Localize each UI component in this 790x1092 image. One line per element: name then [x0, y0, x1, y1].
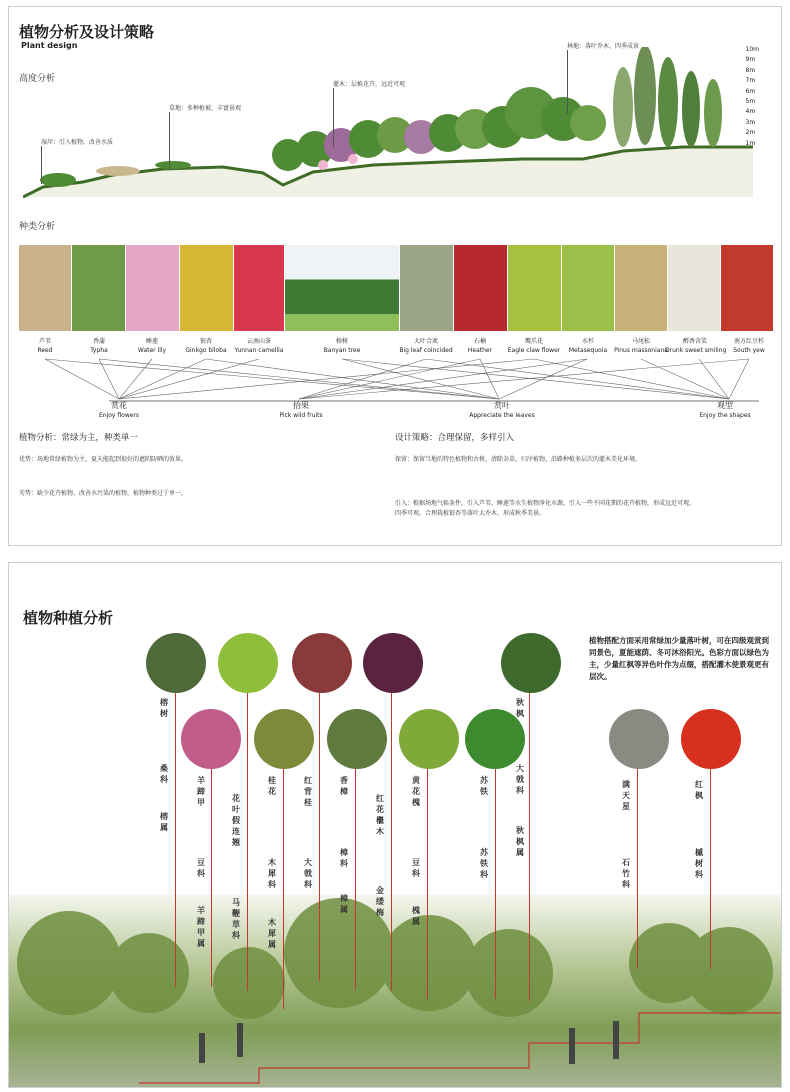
stem-line — [283, 739, 284, 1009]
stem-line — [211, 739, 212, 987]
plant-name: 桂花 — [268, 776, 276, 796]
plant-name: 红背桂 — [304, 776, 312, 807]
species-photo-typha — [72, 245, 125, 331]
keep-text: 保留：保留当地的特色植物和古树，清除杂草，归序植物，沿路种植多层次的灌木美化环境。 — [395, 456, 642, 463]
advantage-text: 优势：场地常绿植物为主，夏天能起到很好的遮阴防晒的效果。 — [19, 456, 188, 463]
plant-photo-bauhinia — [181, 709, 241, 769]
species-photo-south-yew — [721, 245, 773, 331]
scale-tick: 3m — [745, 118, 756, 126]
panel1-subtitle: Plant design — [21, 41, 78, 50]
species-label: 香蒲 Typha — [90, 338, 108, 354]
planting-analysis-panel — [8, 562, 782, 1088]
species-photo-camellia — [234, 245, 284, 331]
category-pick-fruits: 拾果 Pick wild fruits — [279, 401, 323, 419]
species-label: 水杉 Metasequoia — [568, 338, 608, 354]
stem-line — [710, 759, 711, 969]
stem-line — [529, 691, 530, 1001]
species-photo-ginkgo — [180, 245, 233, 331]
height-label-wetland: 湿岸：引入植物，改善水质 — [41, 137, 113, 146]
plant-name: 黄花槐 — [412, 776, 420, 807]
panel1-title: 植物分析及设计策略 — [19, 23, 155, 41]
plant-family: 槭树科 — [695, 848, 703, 879]
planting-note: 植物搭配方面采用常绿加少量落叶树，可在四级观赏到同景色，夏能遮荫、冬可沐浴阳光。色彩方面以绿色为主，少量红枫等异色叶作为点缀，搭配灌木使景观更有层次。 — [589, 636, 769, 681]
plant-family: 豆科 — [412, 858, 420, 878]
species-label: 南方红豆杉 South yew — [733, 338, 765, 354]
plant-name: 苏铁 — [480, 776, 488, 796]
scale-tick: 7m — [745, 77, 756, 85]
stem-line — [247, 691, 248, 991]
species-label: 银杏 Ginkgo biloba — [185, 338, 227, 354]
species-label: 石楠 Heather — [467, 338, 493, 354]
height-label-forest: 林地：落叶乔木，四季成景 — [567, 41, 639, 50]
plant-genus: 槐属 — [412, 906, 420, 926]
height-label-shrub: 灌木：层植花卉，远近可观 — [333, 79, 405, 88]
plant-photo-excoecaria — [292, 633, 352, 693]
analysis-title: 植物分析：常绿为主，种类单一 — [19, 433, 139, 443]
species-label: 榕树 Banyan tree — [323, 338, 361, 354]
plant-photo-osmanthus — [254, 709, 314, 769]
plant-genus: 木犀属 — [268, 918, 276, 949]
scale-tick: 6m — [745, 87, 756, 95]
plant-family: 马鞭草科 — [232, 898, 240, 940]
stem-line — [495, 739, 496, 999]
height-label-grassland: 草地：多种植被，丰富景观 — [169, 103, 241, 112]
plant-family: 大戟科 — [304, 858, 312, 889]
species-photo-banyan — [285, 245, 399, 331]
species-label: 睡莲 Water lily — [137, 338, 167, 354]
species-photo-drunk-sweet — [668, 245, 720, 331]
category-enjoy-flowers: 赏花 Enjoy flowers — [98, 401, 140, 419]
species-photo-big-leaf — [400, 245, 453, 331]
species-photo-reed — [19, 245, 71, 331]
stem-line — [319, 691, 320, 981]
height-scale — [746, 45, 759, 149]
scale-tick: 5m — [745, 98, 756, 106]
plant-genus: 樟属 — [340, 894, 348, 914]
stem-line — [427, 739, 428, 999]
category-connection-lines — [9, 357, 783, 403]
scale-tick: 1m — [745, 139, 756, 147]
plant-name: 红花檵木 — [376, 794, 384, 836]
plant-name: 满天星 — [622, 780, 630, 811]
plant-photo-bischofia — [501, 633, 561, 693]
plant-family: 樟科 — [340, 848, 348, 868]
scale-tick: 10m — [745, 46, 759, 53]
plant-family: 金缕梅 — [376, 886, 384, 917]
species-photo-eagle-claw — [508, 245, 561, 331]
species-label: 大叶合欢 Big leaf coincided — [399, 338, 453, 354]
stem-line — [637, 759, 638, 969]
stem-line — [355, 739, 356, 989]
plant-name: 红枫 — [695, 780, 703, 800]
panel2-title: 植物种植分析 — [23, 609, 114, 627]
strategy-title: 设计策略：合理保留，多样引入 — [395, 433, 515, 443]
plant-photo-gypsophila — [609, 709, 669, 769]
species-photo-pinus — [615, 245, 667, 331]
plant-photo-duranta — [218, 633, 278, 693]
category-appreciate-leaves: 赏叶 Appreciate the leaves — [469, 401, 535, 419]
plant-photo-cassia — [399, 709, 459, 769]
plant-name: 羊蹄甲 — [197, 776, 205, 807]
plant-family: 石竹科 — [622, 858, 630, 889]
plant-genus: 榕属 — [160, 812, 168, 832]
disadvantage-text: 劣势：缺少花卉植物，改善水污染的植物，植物种类过于单一。 — [19, 490, 188, 497]
scale-tick: 2m — [745, 129, 756, 137]
plant-family: 苏铁科 — [480, 848, 488, 879]
species-photo-heather — [454, 245, 507, 331]
species-label: 马尾松 Pinus massoniana — [614, 338, 668, 354]
plant-family: 木犀科 — [268, 858, 276, 889]
plant-name: 花叶假连翘 — [232, 794, 240, 847]
plant-photo-loropetalum — [363, 633, 423, 693]
species-photo-metasequoia — [562, 245, 614, 331]
category-enjoy-shapes: 观型 Enjoy the shapes — [699, 401, 751, 419]
species-label: 云南山茶 Yunnan camellia — [234, 338, 284, 354]
plant-analysis-panel — [8, 6, 782, 546]
species-photo-water-lily — [126, 245, 179, 331]
height-analysis-heading: 高度分析 — [19, 74, 56, 84]
plant-name: 秋枫 — [516, 698, 524, 718]
species-analysis-heading: 种类分析 — [19, 222, 56, 232]
plant-family: 桑科 — [160, 764, 168, 784]
plant-photo-red-maple — [681, 709, 741, 769]
plant-genus: 羊蹄甲属 — [197, 906, 205, 948]
plant-genus: 秋枫属 — [516, 826, 524, 857]
tree-silhouettes — [9, 893, 781, 1087]
plant-family: 豆科 — [197, 858, 205, 878]
scale-tick: 9m — [745, 56, 756, 64]
species-label: 芦苇 Reed — [37, 338, 53, 354]
plant-name: 香樟 — [340, 776, 348, 796]
plant-photo-banyan — [146, 633, 206, 693]
stem-line — [175, 691, 176, 987]
species-label: 醉香含笑 Drunk sweet smiling — [665, 338, 727, 354]
introduce-text: 引入：根据场地气候条件，引入芦苇、睡莲等水生植物净化水源，引入一些不同花期的花卉植物，形成远近可观，四季可观。合理栽植银杏等落叶大乔木，形成秋季美景。 — [395, 500, 696, 517]
stem-line — [391, 691, 392, 991]
scale-tick: 4m — [745, 108, 756, 116]
plant-family: 大戟科 — [516, 764, 524, 795]
scale-tick: 8m — [745, 66, 756, 74]
species-label: 鹰爪花 Eagle claw flower — [507, 338, 561, 354]
plant-photo-camphor — [327, 709, 387, 769]
plant-name: 榕树 — [160, 698, 168, 718]
height-profile-illustration — [23, 47, 753, 207]
